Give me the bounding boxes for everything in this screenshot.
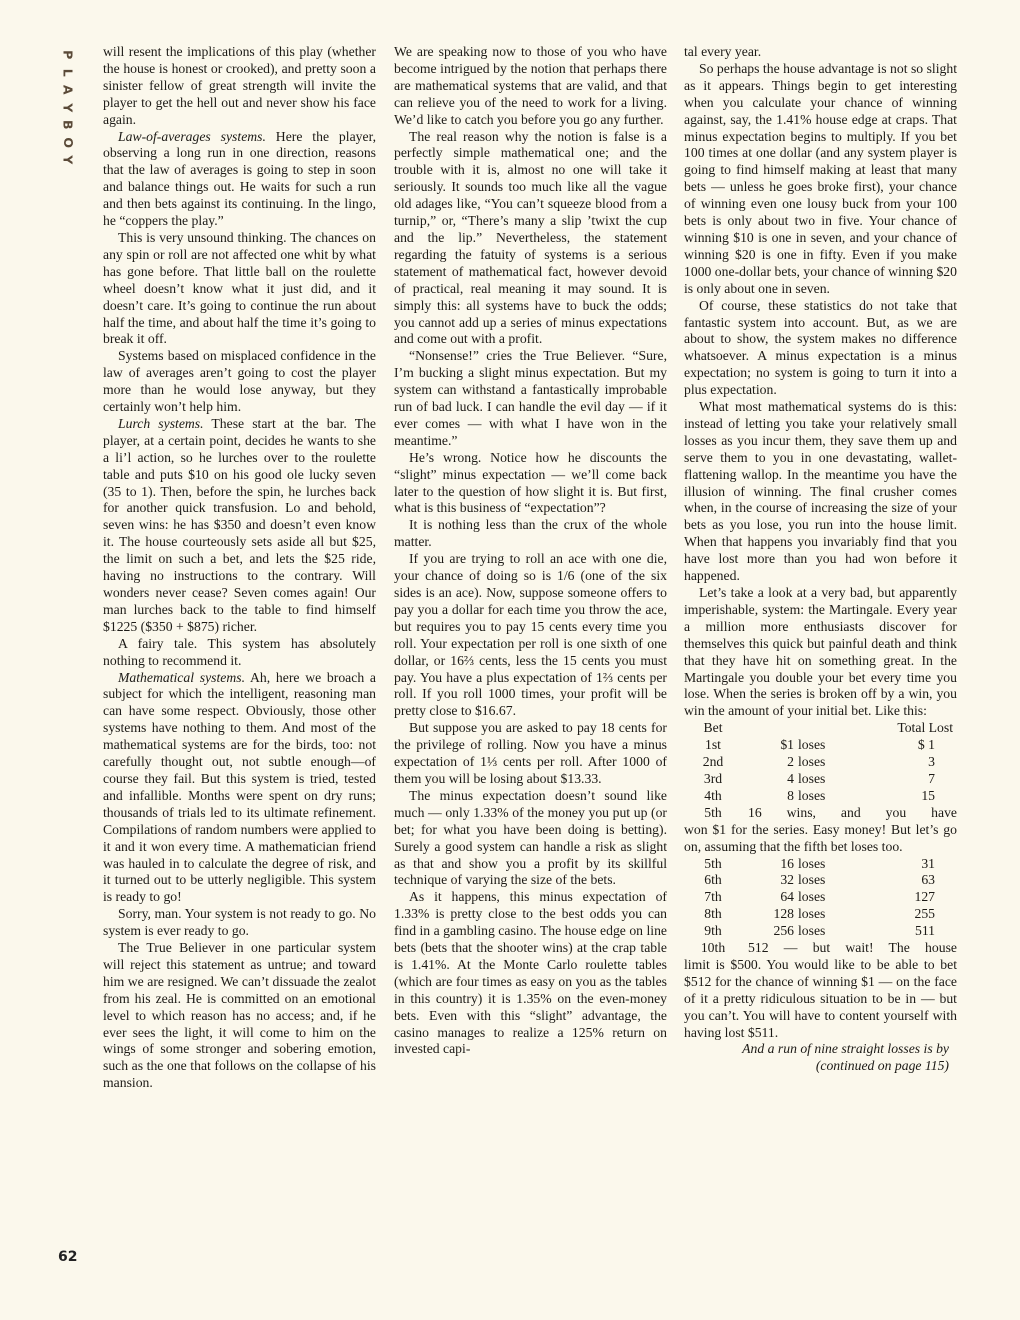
column-3 xyxy=(684,44,957,1075)
bet-ordinal: 4th xyxy=(704,787,722,803)
bet-amount: 32 xyxy=(780,872,794,888)
table-row xyxy=(684,889,957,906)
bet-ordinal: 6th xyxy=(704,872,722,888)
bet-ordinal: 5th xyxy=(704,855,722,871)
paragraph xyxy=(684,61,957,298)
section-heading: Law-of-averages systems. xyxy=(118,128,266,144)
masthead-letter: A xyxy=(60,84,76,95)
paragraph xyxy=(684,399,957,585)
total-lost: 511 xyxy=(914,923,935,939)
paragraph xyxy=(103,129,376,230)
paragraph xyxy=(394,720,667,788)
total-lost: 3 xyxy=(928,754,935,770)
table-header-row xyxy=(684,720,957,737)
paragraph-text: The True Believer in one particular system will reject this statement as untrue; and toward him we are resigned. We can’t dissuade the zealot from his zeal. He is committed on an emotional level to which reason has no access; and, if he ever sees the light, it will come to him on the wings of some stronger and sobering emotion, such as the one that follows on the collapse of his mansion. xyxy=(103,940,376,1091)
bet-result: loses xyxy=(798,889,826,905)
paragraph-text: The real reason why the notion is false is a perfectly simple mathematical one; and the trouble with it is, almost no one will take it seriously. It sounds too much like all the vague old adages like, “You can’t squeeze blood from a turnip,” or, “There’s many a slip ’twixt the cup and the lip.” Nevertheless, the statement regarding the fatuity of systems is a serious statement of mathematical fact, however devoid of practical, real meaning it may sound. It is simply this: all systems have to buck the odds; you cannot add up a series of minus expectations and come out with a profit. xyxy=(394,128,667,347)
section-heading: Mathematical systems. xyxy=(118,669,246,685)
paragraph-text: Systems based on misplaced confidence in the law of averages aren’t going to cost the player more than he would lose anyway, but they certainly won’t help him. xyxy=(103,348,376,415)
bet-amount: 2 xyxy=(787,754,794,770)
bet-ordinal: 7th xyxy=(704,889,722,905)
table-row xyxy=(684,856,957,873)
paragraph xyxy=(394,517,667,551)
paragraph-text: Sorry, man. Your system is not ready to go. No system is ever ready to go. xyxy=(103,906,376,939)
masthead-letter: L xyxy=(60,68,76,77)
paragraph-text: A fairy tale. This system has absolutely nothing to recommend it. xyxy=(103,635,376,668)
masthead-letter: Y xyxy=(60,155,76,165)
paragraph-text: will resent the implications of this play (whether the house is honest or crooked), and pretty soon a sinister fellow of great strength will invite the player to get the hell out and never show his face again. xyxy=(103,44,376,127)
paragraph xyxy=(103,416,376,636)
table-row xyxy=(684,872,957,889)
table-row xyxy=(684,788,957,805)
bet-result: loses xyxy=(798,770,826,786)
paragraph xyxy=(394,450,667,518)
bet-result-text: 512 — but wait! The house xyxy=(748,940,957,956)
paragraph-text: “Nonsense!” cries the True Believer. “Sure, I’m bucking a slight minus expectation. But my system can withstand a fantastically improbable run of bad luck. I can handle the evil day — if it ever comes — with what I have won in the meantime.” xyxy=(394,348,667,448)
paragraph-text: The minus expectation doesn’t sound like much — only 1.33% of the money you put up (or bet; for what you have been doing is betting). Surely a good system can handle a risk as slight as that and show you a profit by its skillful technique of varying the size of the bets. xyxy=(394,787,667,888)
paragraph-text: This is very unsound thinking. The chances on any spin or roll are not affected one whit by what has gone before. That little ball on the roulette wheel doesn’t know what it just did, and it doesn’t care. It’s going to continue the run about half the time, and about half the time it’s going to break it off. xyxy=(103,229,376,347)
closing-line: And a run of nine straight losses is by xyxy=(742,1041,949,1057)
bet-ordinal: 1st xyxy=(705,737,721,753)
table-row xyxy=(684,754,957,771)
bet-ordinal: 3rd xyxy=(703,770,723,786)
paragraph xyxy=(394,788,667,889)
paragraph-text: Here the player, observing a long run in one direction, reasons that the law of averages is going to step in soon and balance things out. He waits for such a run and then bets against its continuing. In the lingo, he “coppers the play.” xyxy=(103,128,377,229)
page-number: 62 xyxy=(58,1249,78,1265)
column-1 xyxy=(103,44,376,1092)
table-row xyxy=(684,906,957,923)
total-lost: 31 xyxy=(921,855,935,871)
bet-amount: 8 xyxy=(787,787,794,803)
bet-result: loses xyxy=(798,737,826,753)
bet-amount: 16 xyxy=(780,855,794,871)
paragraph-text: As it happens, this minus expectation of 1.33% is pretty close to the best odds you can find in a gambling casino. The house edge on line bets (bets that the shooter wins) at the crap table is 1.41%. At the Monte Carlo roulette tables (which are four times as easy on you as the tables in this country) it is 1.35% on the even-money bets. Even with this “slight” advantage, the casino manages to realize a 125% return on invested capi- xyxy=(394,889,667,1057)
paragraph-text: Of course, these statistics do not take that fantastic system into account. But, as we are about to show, the system makes no difference whatsoever. A minus expectation is a minus expectation; no system is going to turn it into a plus expectation. xyxy=(684,297,957,398)
column-2 xyxy=(394,44,667,1058)
bet-ordinal: 2nd xyxy=(702,754,724,770)
bet-ordinal: 5th xyxy=(704,804,722,820)
martingale-table-1 xyxy=(684,720,957,821)
paragraph: limit is $500. You would like to be able to bet $512 for the chance of winning $1 — on the face of it a pretty ridiculous situation to be in — but you can’t. You will have to content yourself with having lost $511. xyxy=(684,956,957,1040)
paragraph-text: tal every year. xyxy=(684,44,762,59)
paragraph-text: So perhaps the house advantage is not so slight as it appears. Things begin to get interesting when you calculate your chance of winning against, say, the 1.41% house edge at craps. That minus expectation begins to multiply. If you bet 100 times at one dollar (and any system player is going to find himself making at least that many bets — unless he goes broke first), your chance of winning even one lousy buck from your 100 bets is only about two in five. Your chance of winning $10 is one in seven, and your chance of winning $20 is one in fifty. Even if you make 1000 one-dollar bets, your chance of winning $20 is only about one in seven. xyxy=(684,60,957,296)
table-row xyxy=(684,940,957,957)
table-row xyxy=(684,737,957,754)
martingale-table-2 xyxy=(684,856,957,957)
bet-result: loses xyxy=(798,906,826,922)
paragraph-text: Ah, here we broach a subject for which the intelligent, reasoning man can have some respect. Obviously, those other systems have nothing to them. And most of the mathematical systems are for the birds, too: not carefully thought out, not subtle enough—of course they fail. But this system is tried, tested and infallible. Months were spent on dry runs; thousands of trials led to its ultimate refinement. Compilations of random numbers were applied to it and it won every time. A mathematician friend was hauled in to calculate the degree of risk, and it turned out to be utterly negligible. This system is ready to go! xyxy=(103,669,376,905)
total-lost: 255 xyxy=(914,906,935,922)
bet-result: loses xyxy=(798,754,826,770)
bet-result-text: 16 wins, and you have xyxy=(748,804,957,820)
paragraph xyxy=(103,348,376,416)
paragraph xyxy=(103,44,376,129)
paragraph-text: If you are trying to roll an ace with one die, your chance of doing so is 1/6 (one of the six sides is an ace). Now, suppose someone offers to pay you a dollar for each time you throw the ace, but requires you to pay 15 cents every time you roll. Your expectation per roll is one sixth of one dollar, or 16⅔ cents, less the 15 cents you must pay. You have a plus expectation of 1⅔ cents per roll. If you roll 1000 times, your profit will be pretty close to $16.67. xyxy=(394,551,667,719)
paragraph xyxy=(394,551,667,720)
total-lost: $ 1 xyxy=(917,737,935,753)
column-3-body xyxy=(684,44,957,720)
paragraph-text: We are speaking now to those of you who have become intrigued by the notion that perhaps there are mathematical systems that are valid, and that can relieve you of the need to work for a living. We’d like to catch you before you go any further. xyxy=(394,44,667,127)
bet-amount: $1 xyxy=(780,737,794,753)
total-lost: 7 xyxy=(928,770,935,786)
bet-amount: 128 xyxy=(773,906,794,922)
masthead xyxy=(55,46,81,169)
paragraph xyxy=(103,940,376,1092)
header-bet: Bet xyxy=(703,720,723,736)
masthead-letter: B xyxy=(60,119,76,130)
table-row xyxy=(684,923,957,940)
total-lost: 127 xyxy=(914,889,935,905)
paragraph-text: He’s wrong. Notice how he discounts the “slight” minus expectation — we’ll come back later to the question of how slight it is. But first, what is this business of “expectation”? xyxy=(394,449,667,516)
total-lost: 63 xyxy=(921,872,935,888)
paragraph-text: These start at the bar. The player, at a certain point, decides he wants to she a li’l action, so he lurches over to the roulette table and puts $10 on his good ole lucky seven (35 to 1). Then, before the spin, he lurches back for another quick transfusion. Lo and behold, seven wins: he has $350 and doesn’t even know it. The house courteously sets aside all but $25, the limit on such a bet, and lets the $25 ride, having no instructions to the contrary. Will wonders never cease? Seven comes again! Our man lurches back to the table to find himself $1225 ($350 + $875) richer. xyxy=(103,415,376,634)
masthead-letter: P xyxy=(60,50,76,60)
bet-result: loses xyxy=(798,787,826,803)
bet-ordinal: 9th xyxy=(704,923,722,939)
total-lost: 15 xyxy=(921,787,935,803)
paragraph xyxy=(684,44,957,61)
paragraph-text: Let’s take a look at a very bad, but apparently imperishable, system: the Martingale. Every year a million more enthusiasts discover for themselves this quick but painful death and think that they have hit on something great. In the Martingale you double your bet every time you lose. When the series is broken off by a win, you win the amount of your initial bet. Like this: xyxy=(684,585,957,719)
bet-result: loses xyxy=(798,855,826,871)
bet-amount: 64 xyxy=(780,889,794,905)
paragraph-text: It is nothing less than the crux of the whole matter. xyxy=(394,517,667,550)
masthead-letter: Y xyxy=(60,102,76,112)
paragraph xyxy=(394,889,667,1058)
continued-note: (continued on page 115) xyxy=(815,1058,949,1074)
header-total-lost: Total Lost xyxy=(897,720,953,736)
bet-amount: 256 xyxy=(773,923,794,939)
paragraph xyxy=(103,670,376,907)
bet-amount: 4 xyxy=(787,770,794,786)
paragraph xyxy=(394,348,667,449)
bet-ordinal: 8th xyxy=(704,906,722,922)
section-heading: Lurch systems. xyxy=(118,415,204,431)
paragraph xyxy=(103,230,376,348)
paragraph-text: But suppose you are asked to pay 18 cents for the privilege of rolling. Now you have a minus expectation of 1⅓ cents per roll. After 1000 of them you will be losing about $13.33. xyxy=(394,720,667,786)
table-row xyxy=(684,805,957,822)
paragraph xyxy=(103,906,376,940)
paragraph-text: What most mathematical systems do is this: instead of letting you take your relatively small losses as you incur them, they save them up and serve them to you in one devastating, wallet-flattening wallop. In the meantime you have the illusion of winning. The final crusher comes when, in the course of increasing the size of your bets as you lose, you run into the house limit. When that happens you invariably find that you have lost more than you had won before it happened. xyxy=(684,399,957,584)
bet-ordinal: 10th xyxy=(700,940,726,956)
paragraph xyxy=(684,298,957,399)
paragraph xyxy=(394,129,667,349)
paragraph xyxy=(394,44,667,129)
paragraph xyxy=(103,636,376,670)
table-row xyxy=(684,771,957,788)
bet-result: loses xyxy=(798,872,826,888)
bet-result: loses xyxy=(798,923,826,939)
masthead-letter: O xyxy=(60,136,76,148)
paragraph xyxy=(684,585,957,720)
paragraph: won $1 for the series. Easy money! But let’s go on, assuming that the fifth bet loses too. xyxy=(684,821,957,854)
